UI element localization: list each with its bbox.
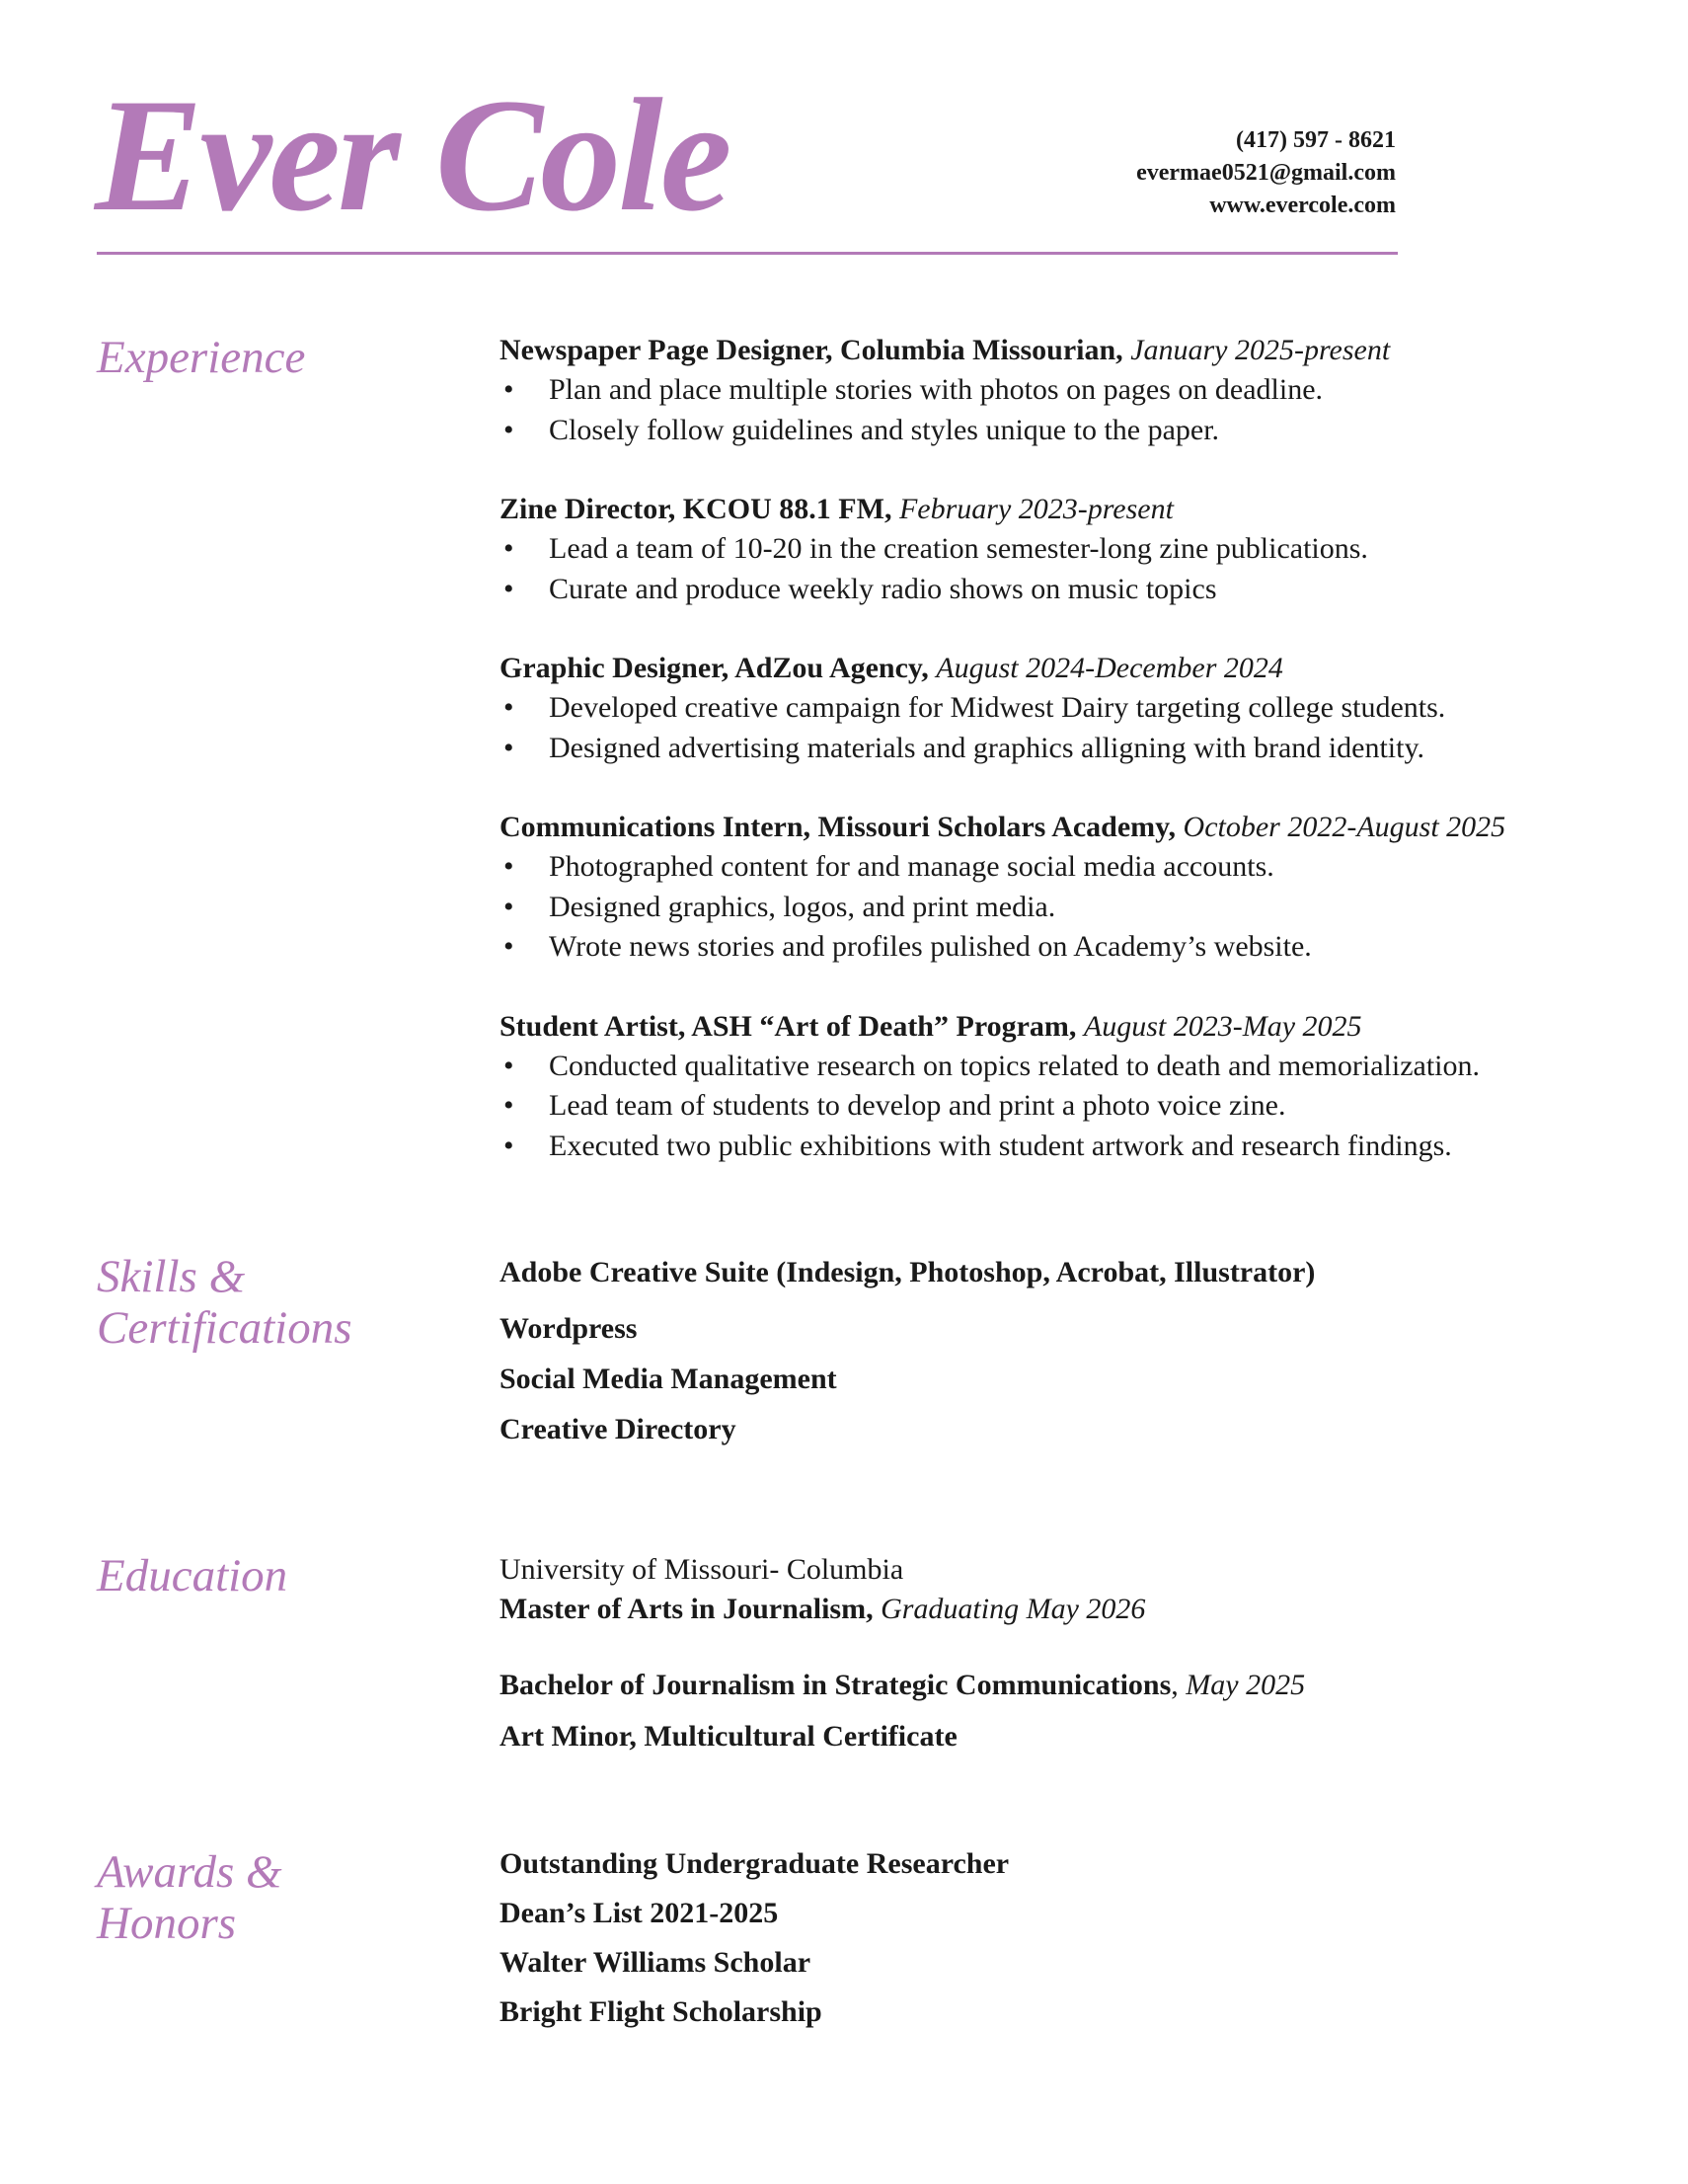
bullet-dot-icon: •	[503, 413, 514, 446]
job-role-org: Communications Intern, Missouri Scholars Academy,	[499, 811, 1177, 843]
experience-item	[499, 808, 1615, 968]
bullet-text: Developed creative campaign for Midwest Dairy targeting college students.	[549, 691, 1446, 724]
bullet-dot-icon: •	[503, 731, 514, 764]
bullet-text: Lead a team of 10-20 in the creation semester-long zine publications.	[549, 532, 1368, 565]
bullet-dot-icon: •	[503, 930, 514, 963]
bullet-text: Conducted qualitative research on topics related to death and memorialization.	[549, 1049, 1480, 1082]
skills-heading-line2: Certifications	[97, 1302, 352, 1354]
bullet-dot-icon: •	[503, 1089, 514, 1122]
contact-email[interactable]: evermae0521@gmail.com	[1136, 160, 1396, 186]
bullet-text: Designed advertising materials and graphics alligning with brand identity.	[549, 731, 1425, 764]
award-item: Dean’s List 2021-2025	[499, 1897, 779, 1929]
job-role-org: Zine Director, KCOU 88.1 FM,	[499, 493, 892, 525]
education-minor: Art Minor, Multicultural Certificate	[499, 1720, 958, 1753]
job-heading	[499, 649, 1615, 688]
job-bullets	[499, 688, 1615, 768]
bullet-text: Lead team of students to develop and print a photo voice zine.	[549, 1089, 1286, 1122]
job-bullet	[499, 847, 1615, 888]
awards-heading-line1: Awards &	[97, 1846, 282, 1898]
education-school: University of Missouri- Columbia	[499, 1553, 904, 1586]
bullet-text: Designed graphics, logos, and print media.	[549, 890, 1056, 923]
bullet-text: Photographed content for and manage social media accounts.	[549, 850, 1274, 883]
job-heading	[499, 331, 1615, 370]
skill-item: Creative Directory	[499, 1413, 736, 1445]
awards-heading	[97, 1846, 282, 1949]
bullet-dot-icon: •	[503, 1049, 514, 1082]
skill-item: Social Media Management	[499, 1363, 837, 1395]
skills-heading-line1: Skills &	[97, 1251, 246, 1302]
bullet-dot-icon: •	[503, 890, 514, 923]
award-item: Walter Williams Scholar	[499, 1946, 811, 1979]
education-heading: Education	[97, 1550, 288, 1601]
award-item: Outstanding Undergraduate Researcher	[499, 1847, 1010, 1880]
job-dates: February 2023-present	[898, 493, 1174, 525]
skill-item: Adobe Creative Suite (Indesign, Photoshop, Acrobat, Illustrator)	[499, 1256, 1316, 1288]
contact-block	[1001, 124, 1396, 222]
experience-list	[499, 331, 1615, 1206]
skills-heading	[97, 1251, 352, 1354]
job-bullet	[499, 570, 1615, 610]
job-bullet	[499, 529, 1615, 570]
job-dates: January 2025-present	[1130, 334, 1391, 366]
award-item: Bright Flight Scholarship	[499, 1995, 822, 2028]
education-degree: Bachelor of Journalism in Strategic Communications, May 2025	[499, 1669, 1306, 1701]
bullet-dot-icon: •	[503, 1129, 514, 1162]
education-degree	[499, 1590, 1615, 1629]
job-bullet	[499, 1086, 1615, 1127]
candidate-name: Ever Cole	[95, 66, 729, 245]
bullet-dot-icon: •	[503, 532, 514, 565]
contact-phone: (417) 597 - 8621	[1236, 127, 1396, 153]
experience-heading: Experience	[97, 332, 306, 383]
degree-date: May 2025	[1186, 1669, 1306, 1701]
job-heading	[499, 490, 1615, 529]
degree-title: Master of Arts in Journalism,	[499, 1593, 874, 1625]
job-dates: August 2023-May 2025	[1083, 1009, 1362, 1043]
bullet-text: Curate and produce weekly radio shows on music topics	[549, 572, 1217, 605]
job-role-org: Student Artist, ASH “Art of Death” Program,	[499, 1009, 1077, 1043]
bullet-dot-icon: •	[503, 373, 514, 406]
job-role-org: Graphic Designer, AdZou Agency,	[499, 652, 929, 684]
bullet-dot-icon: •	[503, 691, 514, 724]
job-bullet	[499, 1047, 1615, 1087]
education-block	[499, 1550, 1615, 1756]
awards-heading-line2: Honors	[97, 1898, 237, 1949]
experience-item	[499, 649, 1615, 768]
job-bullet	[499, 729, 1615, 769]
job-bullets	[499, 529, 1615, 609]
job-dates: August 2024-December 2024	[936, 652, 1283, 684]
bullet-dot-icon: •	[503, 850, 514, 883]
job-bullet	[499, 370, 1615, 411]
bullet-text: Plan and place multiple stories with photos on pages on deadline.	[549, 373, 1324, 406]
bullet-dot-icon: •	[503, 572, 514, 605]
bullet-text: Executed two public exhibitions with student artwork and research findings.	[549, 1129, 1452, 1162]
degree-title: Bachelor of Journalism in Strategic Communications	[499, 1669, 1172, 1701]
contact-website[interactable]: www.evercole.com	[1209, 193, 1396, 218]
job-bullets	[499, 370, 1615, 450]
awards-list	[499, 1844, 1615, 2042]
skill-item: Wordpress	[499, 1312, 638, 1345]
experience-item	[499, 490, 1615, 609]
job-bullet	[499, 927, 1615, 968]
job-bullet	[499, 1127, 1615, 1167]
bullet-text: Wrote news stories and profiles pulished on Academy’s website.	[549, 930, 1312, 963]
bullet-text: Closely follow guidelines and styles unique to the paper.	[549, 413, 1220, 446]
degree-date: Graduating May 2026	[881, 1593, 1146, 1625]
job-role-org: Newspaper Page Designer, Columbia Missourian,	[499, 334, 1123, 366]
header-divider	[97, 252, 1398, 255]
job-bullet	[499, 888, 1615, 928]
job-bullets	[499, 1047, 1615, 1167]
skills-list	[499, 1253, 1615, 1460]
job-heading	[499, 1007, 1615, 1047]
job-bullet	[499, 411, 1615, 451]
experience-item	[499, 331, 1615, 450]
job-bullet	[499, 688, 1615, 729]
job-heading	[499, 808, 1615, 847]
job-bullets	[499, 847, 1615, 968]
experience-item	[499, 1007, 1615, 1167]
job-dates: October 2022-August 2025	[1183, 811, 1506, 843]
